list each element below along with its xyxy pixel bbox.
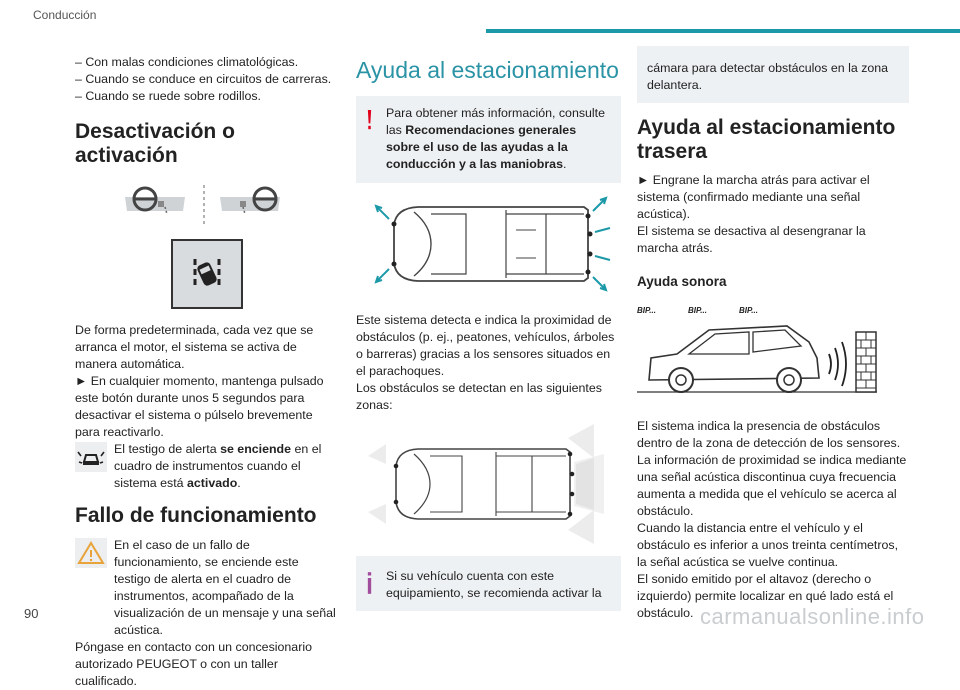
warning-triangle-icon xyxy=(75,538,107,568)
audio-aid-heading: Ayuda sonora xyxy=(637,274,727,289)
rear-parking-heading: Ayuda al estacionamiento trasera xyxy=(637,116,896,163)
alert-text: . xyxy=(562,157,567,171)
paragraph: La información de proximidad se indica mediante una señal acústica discontinua cuya frecuencia aumenta a medida que el vehículo se acerca al obstáculo. xyxy=(637,453,907,518)
fault-note xyxy=(75,537,337,639)
bip-label: BIP... xyxy=(739,306,758,315)
info-icon xyxy=(367,570,372,596)
info-text: Si su vehículo cuenta con este equipamiento, se recomienda activar la xyxy=(386,569,602,600)
sensor-locations-diagram xyxy=(356,190,621,300)
paragraph: ► En cualquier momento, mantenga pulsado este botón durante unos 5 segundos para desactivar el sistema o púlselo brevemente para reactivarlo. xyxy=(75,374,324,439)
exclamation-icon xyxy=(367,108,372,132)
paragraph: De forma predeterminada, cada vez que se arranca el motor, el sistema se activa de manera automática. xyxy=(75,323,314,371)
warning-text: El testigo de alerta xyxy=(114,442,221,456)
deactivation-heading: Desactivación o activación xyxy=(75,120,235,167)
page-number: 90 xyxy=(24,606,39,621)
info-note-continued xyxy=(637,46,909,103)
header-accent-bar xyxy=(486,29,960,33)
audio-aid-illustration xyxy=(637,302,909,402)
detection-zones-diagram xyxy=(356,424,621,544)
bip-label: BIP... xyxy=(688,306,707,315)
info-note xyxy=(356,556,621,611)
paragraph: El sistema indica la presencia de obstáculos dentro de la zona de detección de los sensores. xyxy=(637,419,901,450)
bip-label: BIP... xyxy=(637,306,656,315)
parking-button-icon xyxy=(171,239,243,309)
warning-text: en el cuadro de instrumentos cuando el sistema está xyxy=(114,442,322,490)
column-right xyxy=(637,46,909,622)
parking-warning-icon xyxy=(75,442,107,472)
paragraph: Cuando la distancia entre el vehículo y el obstáculo es inferior a unos treinta centímetros, la señal acústica se vuelve continua. xyxy=(637,521,899,569)
warning-bold: activado xyxy=(187,476,238,490)
section-title: Conducción xyxy=(33,8,97,22)
alert-note xyxy=(356,96,621,183)
fault-heading: Fallo de funcionamiento xyxy=(75,504,317,527)
bullet-item: – Con malas condiciones climatológicas. xyxy=(75,55,299,69)
bullet-item: – Cuando se ruede sobre rodillos. xyxy=(75,89,261,103)
fault-text: En el caso de un fallo de funcionamiento, se enciende este testigo de alerta en el cuadro de instrumentos, acompañado de la visualización de un mensaje y una señal acústica. xyxy=(114,538,336,637)
paragraph: El sistema se desactiva al desengranar la marcha atrás. xyxy=(637,224,866,255)
warning-text: . xyxy=(237,476,241,490)
car-side-view xyxy=(637,314,909,400)
warning-bold: se enciende xyxy=(220,442,292,456)
paragraph: ► Engrane la marcha atrás para activar el sistema (confirmado mediante una señal acústica). xyxy=(637,173,870,221)
alert-text: Para obtener más información, consulte las xyxy=(386,106,606,137)
parking-aid-heading: Ayuda al estacionamiento xyxy=(356,57,619,83)
column-left xyxy=(75,54,337,690)
warning-note xyxy=(75,441,337,492)
paragraph: Póngase en contacto con un concesionario autorizado PEUGEOT o con un taller cualificado. xyxy=(75,640,312,688)
alert-bold: Recomendaciones generales sobre el uso de las ayudas a la conducción y a las maniobras xyxy=(386,123,577,171)
info-text: cámara para detectar obstáculos en la zona delantera. xyxy=(647,61,889,92)
column-middle xyxy=(356,56,621,611)
steering-wheel-illustration xyxy=(75,179,337,229)
watermark: carmanualsonline.info xyxy=(700,604,925,629)
paragraph: El sonido emitido por el altavoz (derecho o izquierdo) permite localizar en qué lado está el obstáculo. xyxy=(637,572,894,620)
paragraph: Los obstáculos se detectan en las siguientes zonas: xyxy=(356,381,602,412)
paragraph: Este sistema detecta e indica la proximidad de obstáculos (p. ej., peatones, vehículos, árboles o barreras) gracias a los sensores situados en el parachoques. xyxy=(356,313,615,378)
bullet-item: – Cuando se conduce en circuitos de carreras. xyxy=(75,72,332,86)
